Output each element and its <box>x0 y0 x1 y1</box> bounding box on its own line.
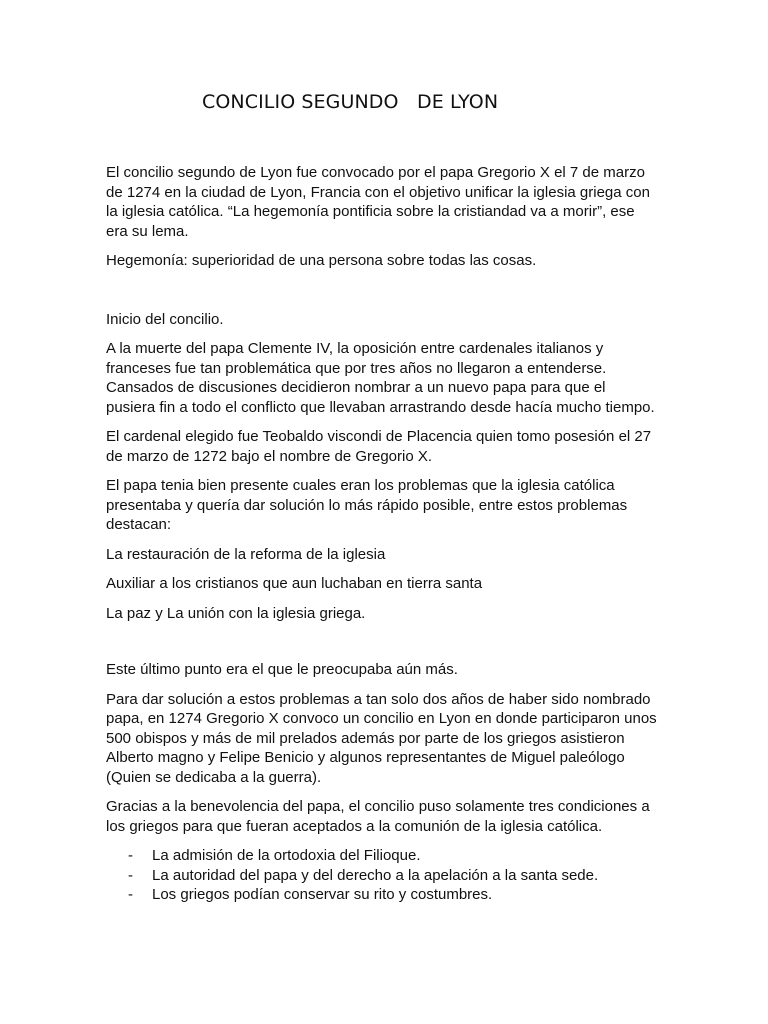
section-heading-inicio: Inicio del concilio. <box>106 310 224 328</box>
list-dash: - <box>128 847 133 864</box>
list-item-text: Los griegos podían conservar su rito y costumbres. <box>152 886 493 903</box>
paragraph-ultimo-punto: Este último punto era el que le preocupaba aún más. <box>106 661 458 678</box>
paragraph-problema-3: La paz y La unión con la iglesia griega. <box>106 604 366 622</box>
list-dash: - <box>128 866 133 884</box>
paragraph-problema-1: La restauración de la reforma de la iglesia <box>106 545 386 563</box>
paragraph-problemas: El papa tenia bien presente cuales eran los problemas que la iglesia católica presentaba y quería dar solución lo más rápido posible, entre estos problemas destacan: <box>106 477 628 533</box>
paragraph-definition: Hegemonía: superioridad de una persona sobre todas las cosas. <box>106 252 537 269</box>
list-item-text: La autoridad del papa y del derecho a la apelación a la santa sede. <box>152 866 599 884</box>
document-body <box>106 163 666 905</box>
paragraph-convocatoria: Para dar solución a estos problemas a tan solo dos años de haber sido nombrado papa, en 1274 Gregorio X convoco un concilio en Lyon en donde participaron unos 500 obispos y más de mil prelados además por parte de los griegos asistieron Alberto magno y Felipe Benicio y algunos representantes de Miguel paleólogo (Quien se dedicaba a la guerra). <box>106 690 657 786</box>
list-dash: - <box>128 886 133 903</box>
list-item-text: La admisión de la ortodoxia del Filioque. <box>152 847 421 864</box>
list-item <box>106 885 666 905</box>
document-title: CONCILIO SEGUNDO DE LYON <box>202 91 499 113</box>
paragraph-problema-2: Auxiliar a los cristianos que aun luchaban en tierra santa <box>106 575 483 592</box>
paragraph-teobaldo: El cardenal elegido fue Teobaldo viscondi de Placencia quien tomo posesión el 27 de marzo de 1272 bajo el nombre de Gregorio X. <box>106 428 652 465</box>
conditions-list <box>106 846 666 905</box>
paragraph-intro: El concilio segundo de Lyon fue convocado por el papa Gregorio X el 7 de marzo de 1274 en la ciudad de Lyon, Francia con el objetivo unificar la iglesia griega con la iglesia católica. “La hegemonía pontificia sobre la cristiandad va a morir”, ese era su lema. <box>106 164 650 240</box>
paragraph-condiciones: Gracias a la benevolencia del papa, el concilio puso solamente tres condiciones a los griegos para que fueran aceptados a la comunión de la iglesia católica. <box>106 798 650 835</box>
list-item <box>106 846 666 866</box>
list-item <box>106 866 666 886</box>
paragraph-clemente: A la muerte del papa Clemente IV, la oposición entre cardenales italianos y franceses fue tan problemática que por tres años no llegaron a entenderse. Cansados de discusiones decidieron nombrar a un nuevo papa para que el pusiera fin a todo el conflicto que llevaban arrastrando desde hacía mucho tiempo. <box>106 340 655 416</box>
